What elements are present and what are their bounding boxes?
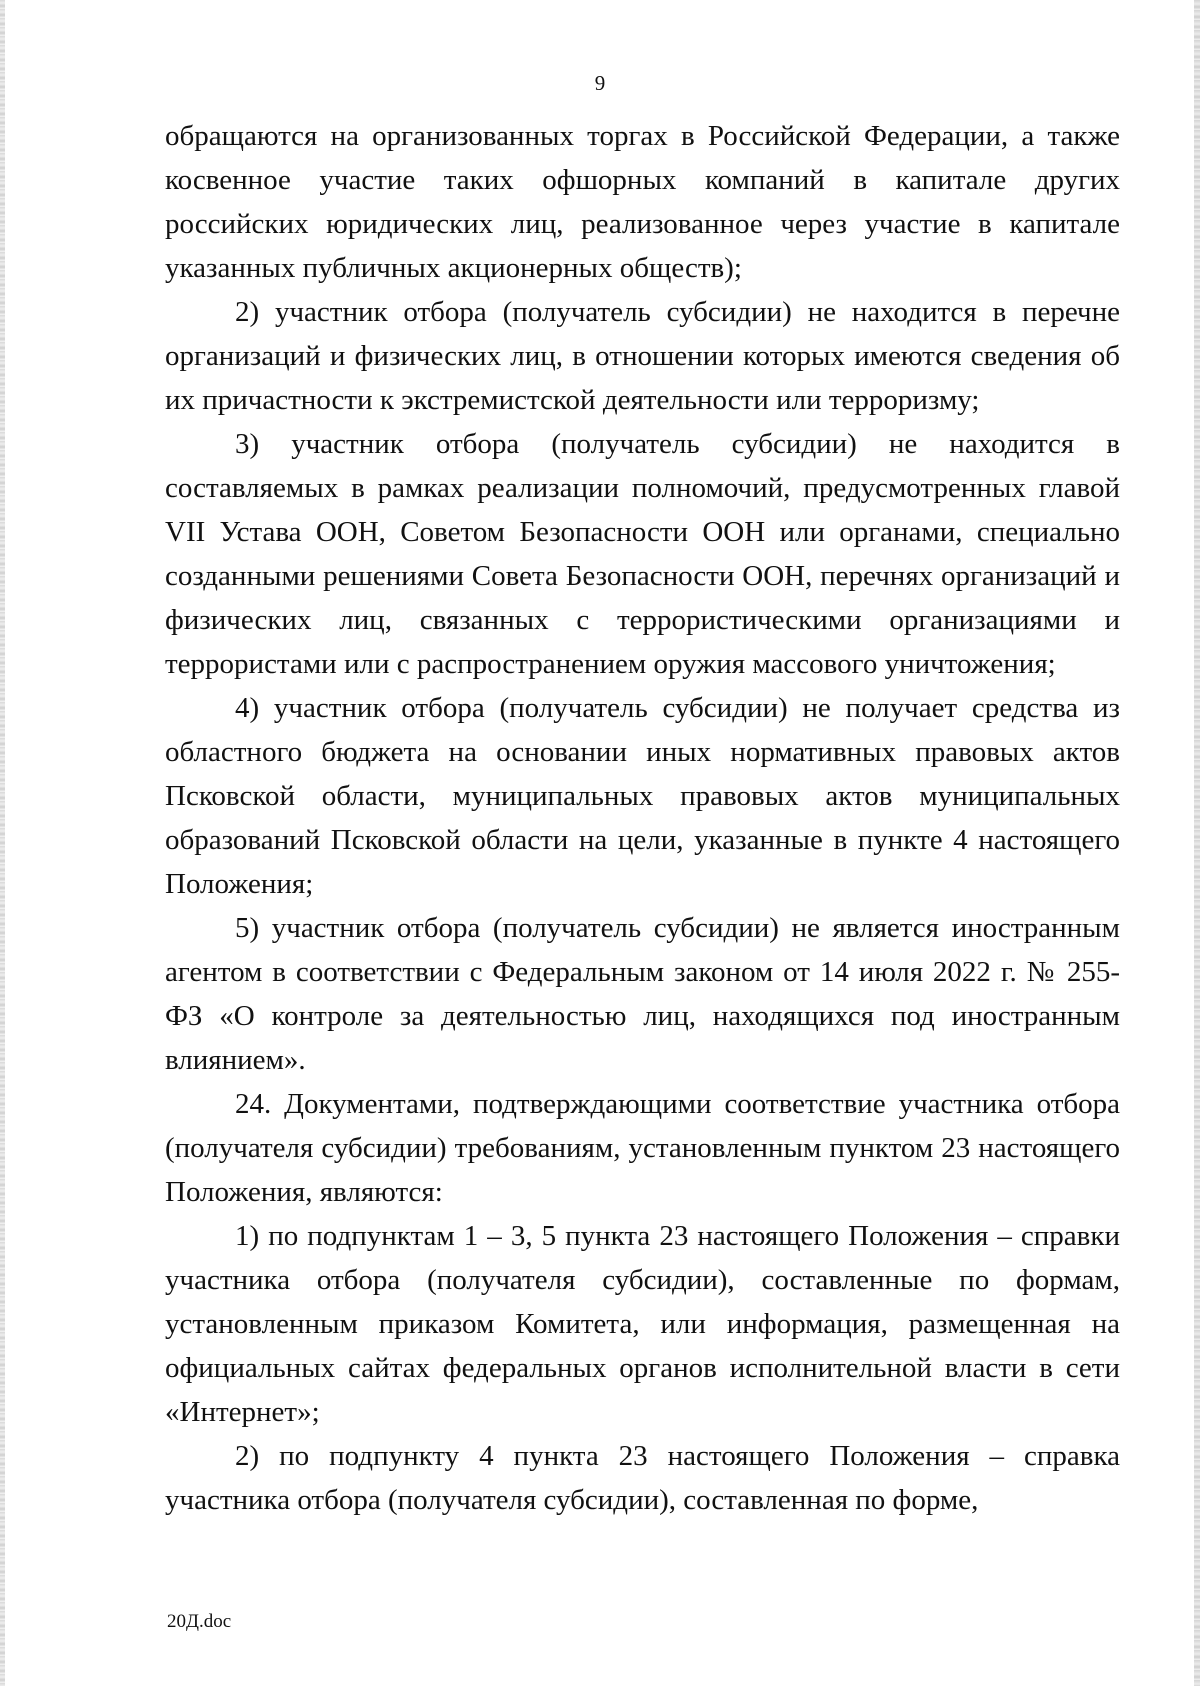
- paragraph-item-2: 2) участник отбора (получатель субсидии) не находится в перечне организаций и физических лиц, в отношении которых имеются сведения об их причастности к экстремистской деятельности или терроризму;: [165, 296, 1120, 416]
- document-body: [165, 114, 1120, 1522]
- page-number: 9: [594, 71, 606, 95]
- scan-edge-right: [1194, 0, 1200, 1686]
- paragraph-section-24: 24. Документами, подтверждающими соответствие участника отбора (получателя субсидии) требованиям, установленным пунктом 23 настоящего Положения, являются:: [165, 1088, 1120, 1208]
- paragraph-item-5: 5) участник отбора (получатель субсидии) не является иностранным агентом в соответствии с Федеральным законом от 14 июля 2022 г. № 255-ФЗ «О контроле за деятельностью лиц, находящихся под иностранным влиянием».: [165, 912, 1120, 1076]
- paragraph-continuation: обращаются на организованных торгах в Российской Федерации, а также косвенное участие таких офшорных компаний в капитале других российских юридических лиц, реализованное через участие в капитале указанных публичных акционерных обществ);: [165, 120, 1120, 284]
- paragraph-subitem-1: 1) по подпунктам 1 – 3, 5 пункта 23 настоящего Положения – справки участника отбора (получателя субсидии), составленные по формам, установленным приказом Комитета, или информация, размещенная на официальных сайтах федеральных органов исполнительной власти в сети «Интернет»;: [165, 1220, 1120, 1428]
- paragraph-item-4: 4) участник отбора (получатель субсидии) не получает средства из областного бюджета на основании иных нормативных правовых актов Псковской области, муниципальных правовых актов муниципальных образований Псковской области на цели, указанные в пункте 4 настоящего Положения;: [165, 692, 1120, 900]
- paragraph-subitem-2: 2) по подпункту 4 пункта 23 настоящего Положения – справка участника отбора (получателя субсидии), составленная по форме,: [165, 1440, 1120, 1516]
- paragraph-item-3: 3) участник отбора (получатель субсидии) не находится в составляемых в рамках реализации полномочий, предусмотренных главой VII Устава ООН, Советом Безопасности ООН или органами, специально созданными решениями Совета Безопасности ООН, перечнях организаций и физических лиц, связанных с террористическими организациями и террористами или с распространением оружия массового уничтожения;: [165, 428, 1120, 680]
- scan-edge-left: [0, 0, 5, 1686]
- footer-filename: 20Д.doc: [167, 1611, 232, 1632]
